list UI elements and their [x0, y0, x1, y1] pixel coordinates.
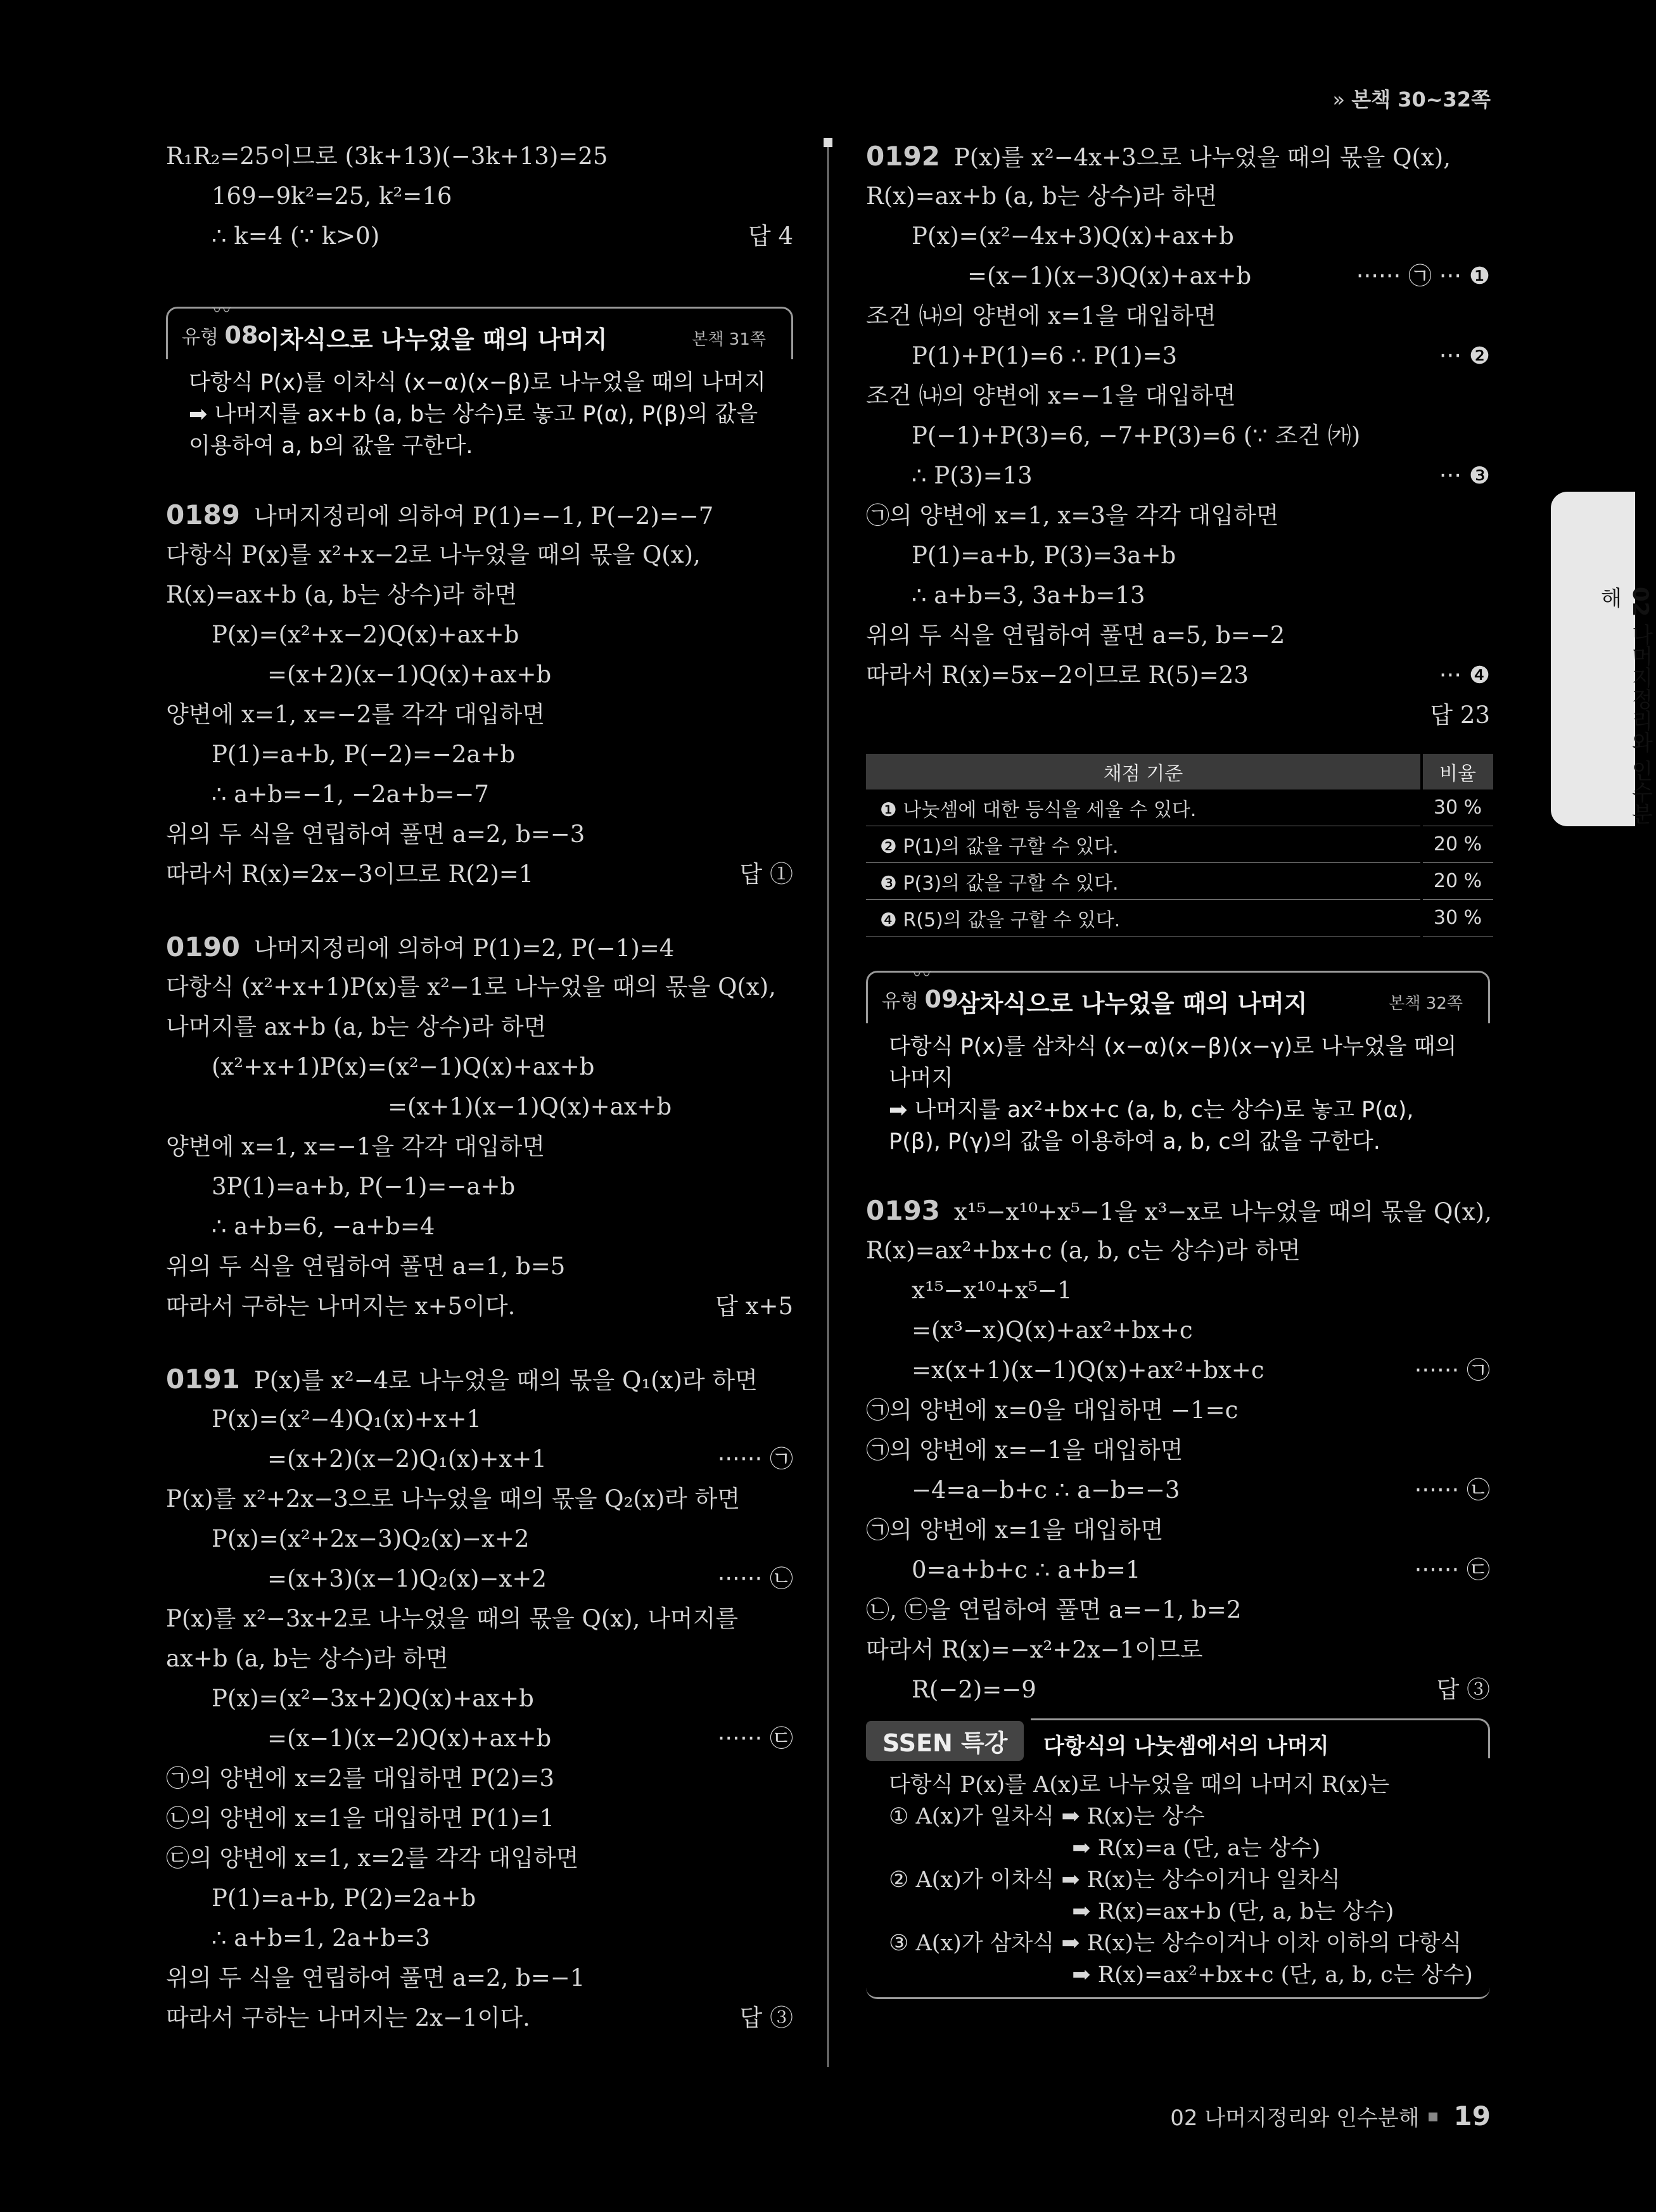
problem-0191-line	[166, 1399, 793, 1439]
solution-text: R₁R₂=25이므로 (3k+13)(−3k+13)=25	[166, 143, 608, 170]
type08-box-summary	[166, 359, 793, 462]
solution-text: P(x)=(x²−4x+3)Q(x)+ax+b	[912, 222, 1234, 250]
solution-text: P(1)+P(1)=6 ∴ P(1)=3	[912, 342, 1178, 369]
solution-text: ∴ a+b=1, 2a+b=3	[212, 1924, 430, 1952]
problem-0191-line	[166, 1798, 793, 1838]
solution-text: P(−1)+P(3)=6, −7+P(3)=6 (∵ 조건 ㈎)	[912, 422, 1361, 449]
solution-text: 다항식 P(x)를 x²+x−2로 나누었을 때의 몫을 Q(x),	[166, 541, 701, 568]
problem-0192-line	[866, 695, 1490, 735]
wave-icon: 〰	[912, 964, 931, 986]
problem-0191-line	[166, 1639, 793, 1678]
answer: 답 ①	[739, 860, 793, 888]
solution-text: ∴ a+b=6, −a+b=4	[212, 1213, 435, 1240]
scoring-header-criteria: 채점 기준	[866, 754, 1422, 790]
problem-0190-line	[166, 1206, 793, 1246]
solution-text: 위의 두 식을 연립하여 풀면 a=2, b=−3	[166, 821, 585, 848]
spacer	[866, 1158, 1490, 1191]
ssen-line: 다항식 P(x)를 A(x)로 나누었을 때의 나머지 R(x)는	[889, 1772, 1390, 1798]
step-marker: ······ ㉡	[1414, 1476, 1490, 1504]
solution-text: P(x)=(x²+2x−3)Q₂(x)−x+2	[212, 1525, 530, 1552]
problem-number: 0190	[166, 931, 240, 962]
problem-0193-line	[866, 1310, 1490, 1350]
intro-line	[166, 136, 793, 176]
problem-0191-line	[166, 1479, 793, 1519]
problem-0189-line	[166, 774, 793, 814]
scoring-row	[866, 863, 1493, 900]
right-column	[866, 136, 1490, 1999]
problem-0192-line	[866, 176, 1490, 216]
solution-text: 따라서 R(x)=2x−3이므로 R(2)=1	[166, 860, 534, 888]
problem-0192-line	[866, 376, 1490, 416]
scoring-ratio: 20 %	[1422, 863, 1493, 900]
solution-text: 0=a+b+c ∴ a+b=1	[912, 1556, 1141, 1583]
scoring-criterion: ❹ R(5)의 값을 구할 수 있다.	[866, 900, 1422, 937]
spacer	[866, 937, 1490, 953]
problem-0192-line	[866, 416, 1490, 456]
solution-text: 조건 ㈏의 양변에 x=1을 대입하면	[866, 302, 1216, 329]
solution-text: x¹⁵−x¹⁰+x⁵−1을 x³−x로 나누었을 때의 몫을 Q(x),	[953, 1198, 1492, 1225]
divider-marker	[824, 138, 832, 147]
solution-text: 위의 두 식을 연립하여 풀면 a=2, b=−1	[166, 1964, 585, 1991]
spacer	[166, 462, 793, 495]
page-footer: 02 나머지정리와 인수분해 19	[1170, 2100, 1491, 2132]
problem-0191-line	[166, 1519, 793, 1559]
problem-0189-line	[166, 694, 793, 734]
problem-0193-line	[866, 1191, 1490, 1231]
problem-0189-line	[166, 535, 793, 575]
solution-text: =(x+2)(x−1)Q(x)+ax+b	[267, 661, 552, 688]
problem-0189-line	[166, 814, 793, 854]
solution-text: ㉠의 양변에 x=1을 대입하면	[866, 1516, 1164, 1544]
chapter-tab-label: 02 나머지정리와 인수분해	[1596, 587, 1653, 824]
type-label	[182, 321, 258, 349]
solution-text: ㉠의 양변에 x=2를 대입하면 P(2)=3	[166, 1765, 554, 1792]
solution-text: ax+b (a, b는 상수)라 하면	[166, 1645, 449, 1672]
ssen-line: ① A(x)가 일차식 ➡ R(x)는 상수	[889, 1804, 1205, 1829]
solution-text: 나머지를 ax+b (a, b는 상수)라 하면	[166, 1013, 547, 1040]
problem-0192-line	[866, 535, 1490, 575]
solution-text: P(x)를 x²+2x−3으로 나누었을 때의 몫을 Q₂(x)라 하면	[166, 1485, 741, 1512]
type-number: 09	[924, 985, 959, 1013]
solution-text: x¹⁵−x¹⁰+x⁵−1	[912, 1277, 1073, 1304]
step-marker: ··· ❷	[1439, 342, 1490, 369]
solution-text: 따라서 구하는 나머지는 x+5이다.	[166, 1293, 516, 1320]
solution-text: ∴ a+b=−1, −2a+b=−7	[212, 781, 489, 808]
problem-0193-line	[866, 1390, 1490, 1430]
solution-text: 조건 ㈏의 양변에 x=−1을 대입하면	[866, 382, 1236, 409]
problem-0193-line	[866, 1550, 1490, 1590]
problem-0190-line	[166, 1127, 793, 1167]
type-word: 유형	[182, 326, 225, 348]
solution-text: R(x)=ax+b (a, b는 상수)라 하면	[166, 581, 518, 608]
summary-line: 나머지	[889, 1066, 953, 1091]
problem-0192-line	[866, 256, 1490, 296]
ssen-line: ➡ R(x)=ax+b (단, a, b는 상수)	[889, 1899, 1394, 1924]
problem-0193-line	[866, 1350, 1490, 1390]
problem-0189-line	[166, 575, 793, 615]
step-marker: ······ ㉠ ··· ❶	[1356, 262, 1490, 290]
problem-0189-line	[166, 655, 793, 694]
solution-text: P(1)=a+b, P(2)=2a+b	[212, 1884, 476, 1912]
problem-0191-line	[166, 1998, 793, 2038]
problem-0193-line	[866, 1470, 1490, 1510]
problem-number: 0191	[166, 1364, 240, 1395]
problem-0192-line	[866, 336, 1490, 376]
scoring-row	[866, 900, 1493, 937]
step-marker: ······ ㉡	[717, 1565, 793, 1592]
solution-text: =(x−1)(x−2)Q(x)+ax+b	[267, 1725, 552, 1752]
step-marker: ······ ㉢	[717, 1725, 793, 1752]
problem-0189-line	[166, 734, 793, 774]
problem-0190-line	[166, 927, 793, 967]
page-number: 19	[1453, 2100, 1491, 2132]
problem-0190-line	[166, 1167, 793, 1206]
solution-text: R(x)=ax²+bx+c (a, b, c는 상수)라 하면	[866, 1237, 1301, 1264]
step-marker: ··· ❸	[1439, 462, 1490, 489]
type-label	[882, 985, 958, 1013]
type09-box	[866, 964, 1490, 1023]
ssen-line: ➡ R(x)=ax²+bx+c (단, a, b, c는 상수)	[889, 1962, 1473, 1988]
problem-0190-line	[166, 1087, 793, 1127]
problem-number: 0189	[166, 499, 240, 530]
solution-text: =(x+2)(x−2)Q₁(x)+x+1	[267, 1445, 547, 1473]
scoring-header-ratio: 비율	[1422, 754, 1493, 790]
solution-text: 위의 두 식을 연립하여 풀면 a=1, b=5	[166, 1253, 566, 1280]
problem-0191-line	[166, 1599, 793, 1639]
intro-line	[166, 216, 793, 256]
problem-0191-line	[166, 1758, 793, 1798]
scoring-table	[866, 754, 1493, 937]
scoring-criterion: ❷ P(1)의 값을 구할 수 있다.	[866, 826, 1422, 863]
solution-text: =(x³−x)Q(x)+ax²+bx+c	[912, 1317, 1193, 1344]
problem-0192-line	[866, 216, 1490, 256]
answer: 답 x+5	[715, 1293, 793, 1320]
solution-text: 나머지정리에 의하여 P(1)=2, P(−1)=4	[253, 935, 675, 962]
answer: 답 ③	[1436, 1676, 1490, 1703]
scoring-row	[866, 826, 1493, 863]
solution-text: =x(x+1)(x−1)Q(x)+ax²+bx+c	[912, 1357, 1264, 1384]
ssen-lecture-body	[866, 1763, 1490, 1999]
solution-text: 위의 두 식을 연립하여 풀면 a=5, b=−2	[866, 622, 1285, 649]
solution-text: ㉡, ㉢을 연립하여 풀면 a=−1, b=2	[866, 1596, 1242, 1623]
problem-0191-line	[166, 1678, 793, 1718]
solution-text: P(x)를 x²−4로 나누었을 때의 몫을 Q₁(x)라 하면	[253, 1367, 758, 1394]
solution-text: ㉠의 양변에 x=−1을 대입하면	[866, 1436, 1183, 1464]
solution-text: P(x)=(x²−3x+2)Q(x)+ax+b	[212, 1685, 534, 1712]
problem-0192-line	[866, 575, 1490, 615]
solution-text: (x²+x+1)P(x)=(x²−1)Q(x)+ax+b	[212, 1053, 595, 1080]
summary-line: 이용하여 a, b의 값을 구한다.	[189, 433, 473, 459]
problem-0191-line	[166, 1718, 793, 1758]
type-book-ref: 본책 31쪽	[692, 330, 766, 349]
left-column	[166, 136, 793, 2038]
spacer	[166, 1326, 793, 1359]
type-number: 08	[224, 321, 258, 349]
solution-text: 따라서 구하는 나머지는 2x−1이다.	[166, 2004, 530, 2031]
solution-text: ㉡의 양변에 x=1을 대입하면 P(1)=1	[166, 1805, 554, 1832]
solution-text: 따라서 R(x)=5x−2이므로 R(5)=23	[866, 662, 1249, 689]
problem-0191-line	[166, 1838, 793, 1878]
solution-text: R(−2)=−9	[912, 1676, 1036, 1703]
problem-0192-line	[866, 296, 1490, 336]
step-marker: ······ ㉢	[1414, 1556, 1490, 1583]
scoring-criterion: ❶ 나눗셈에 대한 등식을 세울 수 있다.	[866, 790, 1422, 826]
solution-text: R(x)=ax+b (a, b는 상수)라 하면	[866, 182, 1218, 210]
type-title: 이차식으로 나누었을 때의 나머지	[257, 326, 608, 354]
solution-text: 3P(1)=a+b, P(−1)=−a+b	[212, 1173, 516, 1200]
problem-0189-line	[166, 615, 793, 655]
solution-text: ∴ P(3)=13	[912, 462, 1033, 489]
ssen-line: ➡ R(x)=a (단, a는 상수)	[889, 1836, 1321, 1861]
solution-text: ∴ k=4 (∵ k>0)	[212, 222, 380, 250]
intro-line	[166, 176, 793, 216]
problem-0190-line	[166, 967, 793, 1007]
answer: 답 23	[1430, 701, 1490, 729]
solution-text: 따라서 R(x)=−x²+2x−1이므로	[866, 1636, 1203, 1663]
problem-0189-line	[166, 854, 793, 894]
type-word: 유형	[882, 990, 925, 1013]
solution-text: 양변에 x=1, x=−2를 각각 대입하면	[166, 701, 545, 728]
ssen-line: ② A(x)가 이차식 ➡ R(x)는 상수이거나 일차식	[889, 1867, 1341, 1893]
solution-text: =(x−1)(x−3)Q(x)+ax+b	[967, 262, 1252, 290]
problem-0193-line	[866, 1430, 1490, 1470]
type08-box	[166, 300, 793, 359]
problem-0191-line	[166, 1359, 793, 1399]
problem-0191-line	[166, 1958, 793, 1998]
problem-0190-line	[166, 1047, 793, 1087]
problem-0192-line	[866, 136, 1490, 176]
problem-0192-line	[866, 615, 1490, 655]
problem-0193-line	[866, 1231, 1490, 1270]
wave-icon: 〰	[212, 300, 231, 322]
solution-text: P(x)를 x²−3x+2로 나누었을 때의 몫을 Q(x), 나머지를	[166, 1605, 739, 1632]
solution-text: ㉠의 양변에 x=1, x=3을 각각 대입하면	[866, 502, 1279, 529]
type09-box-summary	[866, 1023, 1490, 1158]
answer: 답 4	[748, 222, 793, 250]
solution-text: P(1)=a+b, P(3)=3a+b	[912, 542, 1176, 569]
type-title: 삼차식으로 나누었을 때의 나머지	[957, 990, 1308, 1018]
summary-line: 다항식 P(x)를 삼차식 (x−α)(x−β)(x−γ)로 나누었을 때의	[889, 1034, 1457, 1059]
scoring-ratio: 30 %	[1422, 900, 1493, 937]
problem-0193-line	[866, 1590, 1490, 1630]
ssen-line: ③ A(x)가 삼차식 ➡ R(x)는 상수이거나 이차 이하의 다항식	[889, 1931, 1462, 1956]
solution-text: ∴ a+b=3, 3a+b=13	[912, 582, 1145, 609]
problem-0192-line	[866, 655, 1490, 695]
spacer	[166, 894, 793, 927]
problem-number: 0193	[866, 1195, 940, 1226]
step-marker: ··· ❹	[1439, 662, 1490, 689]
solution-text: −4=a−b+c ∴ a−b=−3	[912, 1476, 1180, 1504]
problem-0191-line	[166, 1918, 793, 1958]
column-divider	[827, 141, 829, 2067]
problem-0191-line	[166, 1439, 793, 1479]
scoring-criterion: ❸ P(3)의 값을 구할 수 있다.	[866, 863, 1422, 900]
problem-0189-line	[166, 495, 793, 535]
scoring-ratio: 20 %	[1422, 826, 1493, 863]
problem-0193-line	[866, 1630, 1490, 1670]
step-marker: ······ ㉠	[1414, 1357, 1490, 1384]
solution-text: P(x)=(x²−4)Q₁(x)+x+1	[212, 1405, 482, 1433]
solution-text: 다항식 (x²+x+1)P(x)를 x²−1로 나누었을 때의 몫을 Q(x),	[166, 973, 776, 1001]
problem-0193-line	[866, 1510, 1490, 1550]
step-marker: ······ ㉠	[717, 1445, 793, 1473]
solution-text: 나머지정리에 의하여 P(1)=−1, P(−2)=−7	[253, 502, 714, 530]
problem-0191-line	[166, 1559, 793, 1599]
problem-0193-line	[866, 1670, 1490, 1710]
summary-line: P(β), P(γ)의 값을 이용하여 a, b, c의 값을 구한다.	[889, 1129, 1380, 1154]
solution-text: =(x+3)(x−1)Q₂(x)−x+2	[267, 1565, 547, 1592]
problem-0190-line	[166, 1007, 793, 1047]
ssen-label: SSEN 특강	[866, 1721, 1024, 1761]
solution-text: P(1)=a+b, P(−2)=−2a+b	[212, 741, 516, 768]
problem-0191-line	[166, 1878, 793, 1918]
spacer	[166, 256, 793, 289]
book-reference: » 본책 30~32쪽	[1332, 87, 1491, 112]
scoring-ratio: 30 %	[1422, 790, 1493, 826]
summary-line: 다항식 P(x)를 이차식 (x−α)(x−β)로 나누었을 때의 나머지	[189, 370, 766, 395]
summary-line: ➡ 나머지를 ax+b (a, b는 상수)로 놓고 P(α), P(β)의 값을	[189, 402, 758, 427]
type-book-ref: 본책 32쪽	[1389, 994, 1463, 1013]
solution-text: =(x+1)(x−1)Q(x)+ax+b	[388, 1093, 672, 1120]
problem-number: 0192	[866, 141, 940, 172]
problem-0190-line	[166, 1246, 793, 1286]
answer: 답 ③	[739, 2004, 793, 2031]
chapter-side-tab[interactable]	[1551, 492, 1653, 826]
problem-0192-line	[866, 495, 1490, 535]
problem-0190-line	[166, 1286, 793, 1326]
solution-text: 169−9k²=25, k²=16	[212, 182, 452, 210]
summary-line: ➡ 나머지를 ax²+bx+c (a, b, c는 상수)로 놓고 P(α),	[889, 1097, 1414, 1123]
solution-text: P(x)=(x²+x−2)Q(x)+ax+b	[212, 621, 519, 648]
ssen-lecture-header	[866, 1718, 1490, 1763]
solution-text: ㉢의 양변에 x=1, x=2를 각각 대입하면	[166, 1844, 579, 1872]
ssen-title: 다항식의 나눗셈에서의 나머지	[1043, 1734, 1329, 1759]
solution-text: 양변에 x=1, x=−1을 각각 대입하면	[166, 1133, 545, 1160]
solution-text: ㉠의 양변에 x=0을 대입하면 −1=c	[866, 1397, 1239, 1424]
solution-text: P(x)를 x²−4x+3으로 나누었을 때의 몫을 Q(x),	[953, 144, 1451, 171]
problem-0192-line	[866, 456, 1490, 495]
problem-0193-line	[866, 1270, 1490, 1310]
scoring-row	[866, 790, 1493, 826]
